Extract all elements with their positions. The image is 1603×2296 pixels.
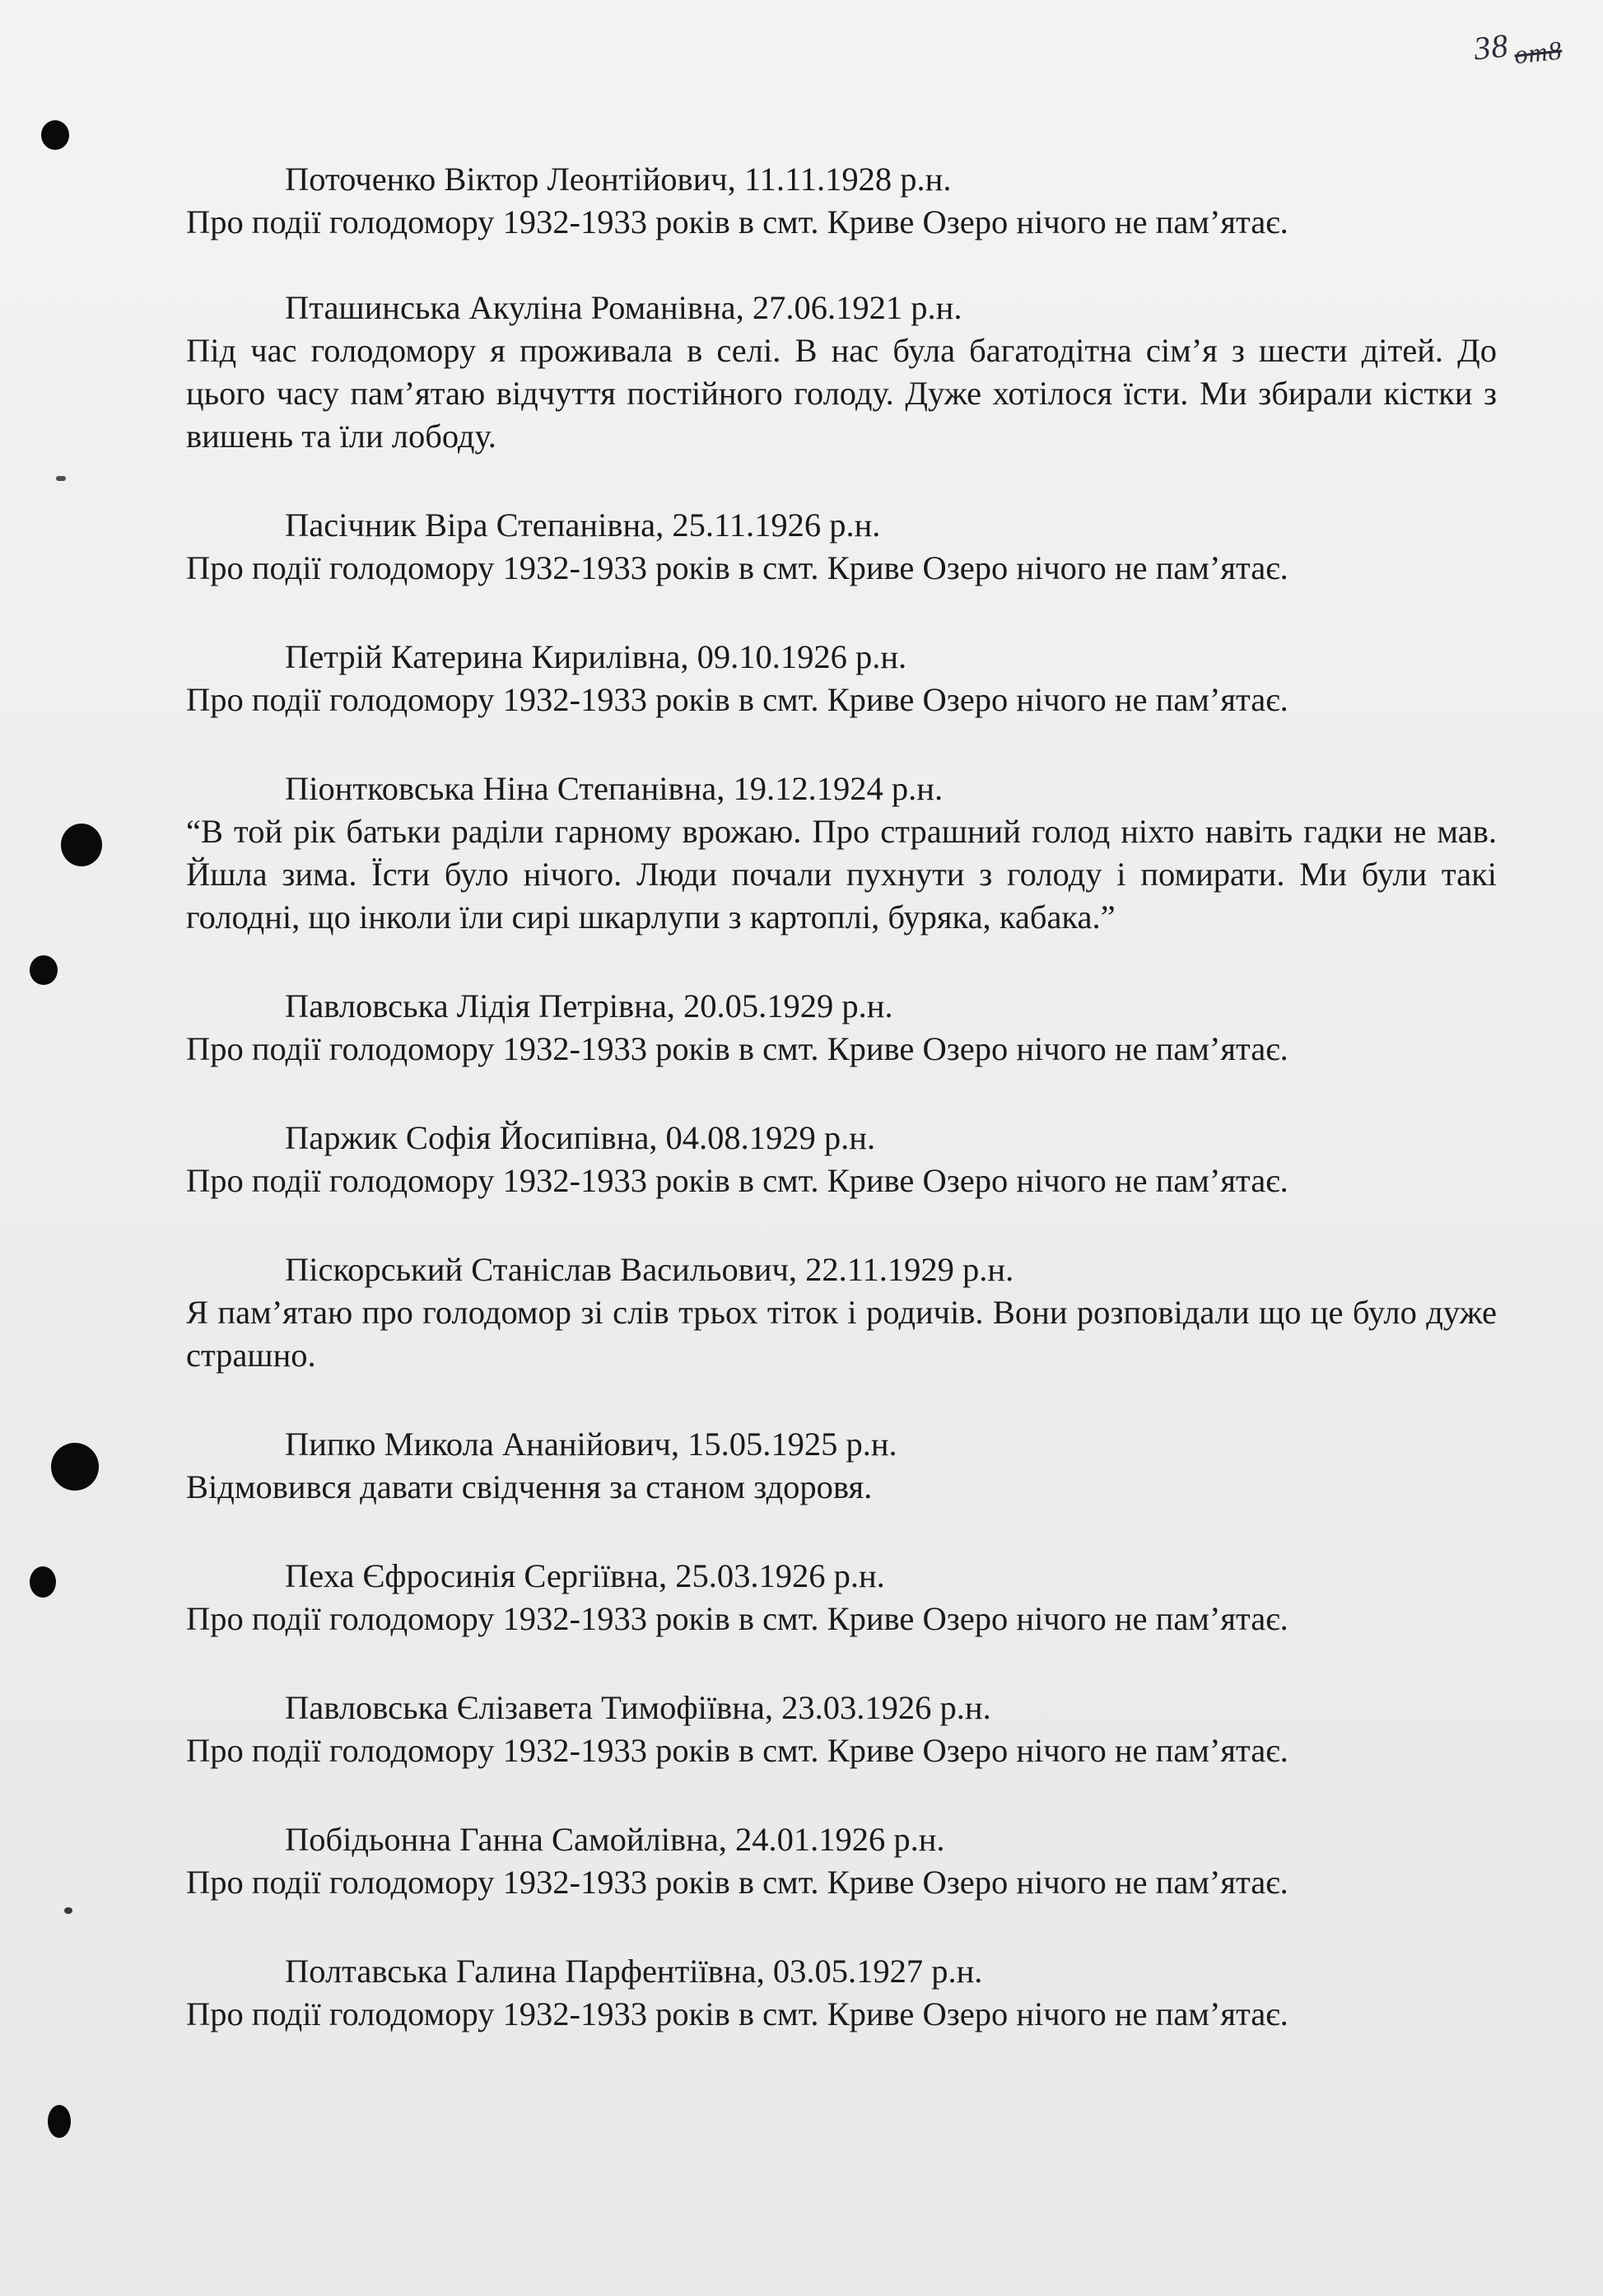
testimony-entry — [186, 287, 1497, 458]
person-header: Пипко Микола Ананійович, 15.05.1925 р.н. — [285, 1426, 897, 1463]
person-header: Пеха Єфросинія Сергіївна, 25.03.1926 р.н. — [285, 1557, 885, 1594]
testimony-text: “В той рік батьки раділи гарному врожаю. Про страшний голод ніхто навіть гадки не мав. Йшла зима. Їсти було нічого. Люди почали пухнути з голоду і помирати. Ми були такі голодні, що інколи їли сирі шкарлупи з картоплі, буряка, кабака.” — [186, 813, 1497, 936]
testimony-entry — [186, 1687, 1497, 1772]
testimony-entry — [186, 1248, 1497, 1377]
testimony-text: Про події голодомору 1932-1933 років в смт. Криве Озеро нічого не пам’ятає. — [186, 1600, 1288, 1637]
testimony-text: Про події голодомору 1932-1933 років в смт. Криве Озеро нічого не пам’ятає. — [186, 1732, 1288, 1769]
testimony-text: Під час голодомору я проживала в селі. В нас була багатодітна сім’я з шести дітей. До цього часу пам’ятаю відчуття постійного голоду. Дуже хотілося їсти. Ми збирали кістки з вишень та їли лободу. — [186, 332, 1497, 455]
testimony-text: Про події голодомору 1932-1933 років в смт. Криве Озеро нічого не пам’ятає. — [186, 1864, 1288, 1901]
person-header: Пасічник Віра Степанівна, 25.11.1926 р.н. — [285, 506, 881, 544]
binder-hole — [56, 476, 66, 481]
page-number-value: 38 — [1471, 26, 1511, 68]
binder-hole — [30, 955, 58, 985]
person-header: Побідьонна Ганна Самойлівна, 24.01.1926 р.н. — [285, 1821, 945, 1858]
binder-hole — [61, 824, 102, 866]
testimony-entry — [186, 1555, 1497, 1640]
testimony-text: Про події голодомору 1932-1933 років в смт. Криве Озеро нічого не пам’ятає. — [186, 549, 1288, 586]
testimony-text: Про події голодомору 1932-1933 років в смт. Криве Озеро нічого не пам’ятає. — [186, 1030, 1288, 1067]
testimony-entry — [186, 636, 1497, 721]
handwritten-page-number — [1472, 21, 1563, 68]
testimony-text: Відмовився давати свідчення за станом здоровя. — [186, 1468, 873, 1505]
testimony-text: Про події голодомору 1932-1933 років в смт. Криве Озеро нічого не пам’ятає. — [186, 203, 1288, 240]
binder-hole — [30, 1566, 56, 1598]
testimony-entry — [186, 1117, 1497, 1202]
person-header: Поточенко Віктор Леонтійович, 11.11.1928 р.н. — [285, 161, 952, 198]
testimony-entry — [186, 158, 1497, 244]
page-number-struck: от8 — [1512, 35, 1564, 70]
testimony-entry — [186, 1423, 1497, 1509]
testimony-text: Я пам’ятаю про голодомор зі слів трьох тіток і родичів. Вони розповідали що це було дуже страшно. — [186, 1294, 1497, 1374]
binder-hole — [48, 2105, 71, 2138]
binder-hole — [51, 1443, 99, 1491]
testimony-text: Про події голодомору 1932-1933 років в смт. Криве Озеро нічого не пам’ятає. — [186, 1995, 1288, 2032]
person-header: Пташинська Акуліна Романівна, 27.06.1921 р.н. — [285, 289, 962, 326]
testimony-text: Про події голодомору 1932-1933 років в смт. Криве Озеро нічого не пам’ятає. — [186, 681, 1288, 718]
testimony-entry — [186, 985, 1497, 1071]
testimony-text: Про події голодомору 1932-1933 років в смт. Криве Озеро нічого не пам’ятає. — [186, 1162, 1288, 1199]
person-header: Полтавська Галина Парфентіївна, 03.05.1927 р.н. — [285, 1953, 983, 1990]
person-header: Піонтковська Ніна Степанівна, 19.12.1924 р.н. — [285, 770, 944, 807]
person-header: Павловська Лідія Петрівна, 20.05.1929 р.н. — [285, 987, 893, 1024]
testimony-list — [186, 158, 1497, 2036]
person-header: Павловська Єлізавета Тимофіївна, 23.03.1926 р.н. — [285, 1689, 991, 1726]
person-header: Піскорський Станіслав Васильович, 22.11.1929 р.н. — [285, 1251, 1014, 1288]
person-header: Петрій Катерина Кирилівна, 09.10.1926 р.н. — [285, 638, 907, 675]
testimony-entry — [186, 504, 1497, 590]
binder-hole — [41, 120, 69, 150]
testimony-entry — [186, 768, 1497, 939]
testimony-entry — [186, 1818, 1497, 1904]
binder-hole — [64, 1907, 72, 1914]
person-header: Паржик Софія Йосипівна, 04.08.1929 р.н. — [285, 1119, 876, 1156]
testimony-entry — [186, 1950, 1497, 2036]
